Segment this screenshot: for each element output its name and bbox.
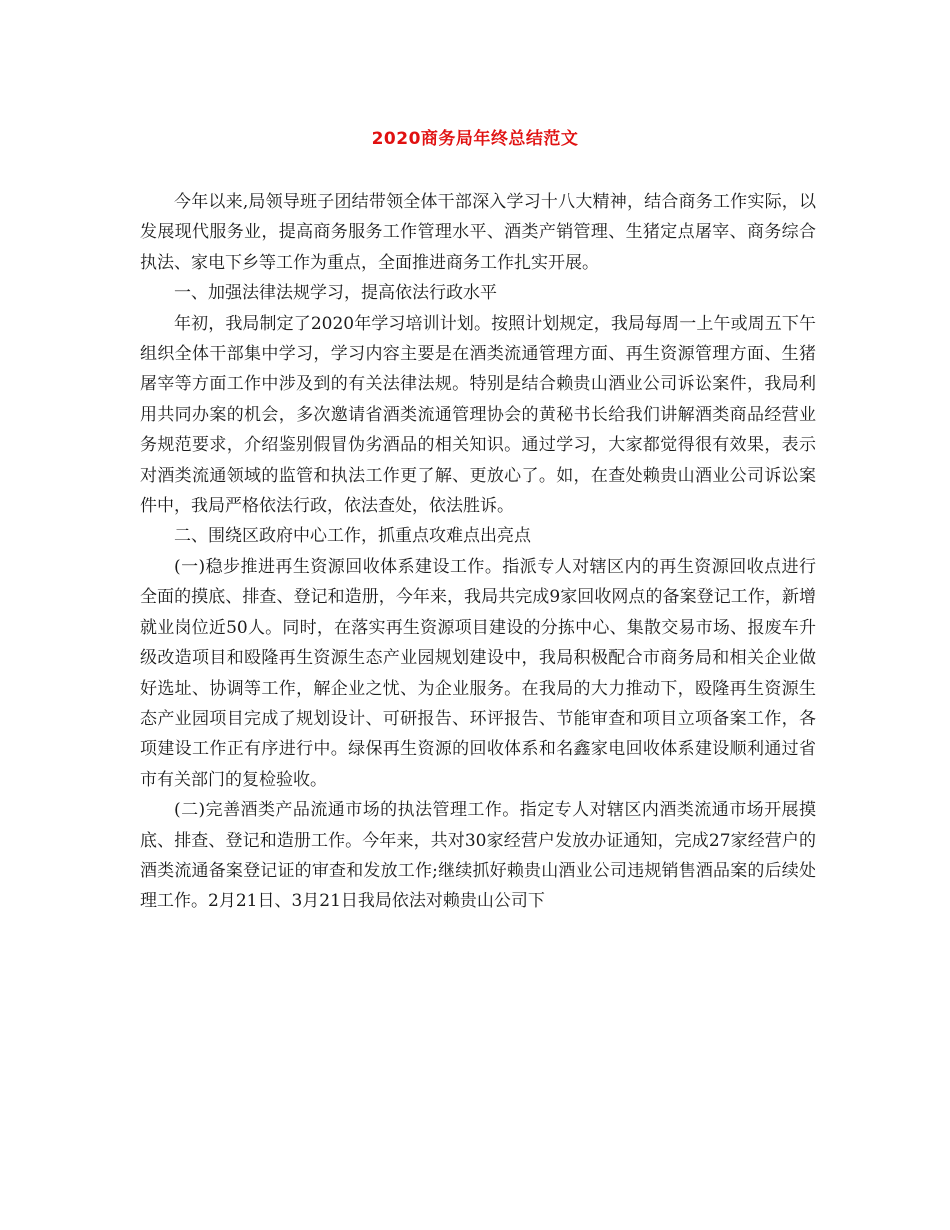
section-heading-1: 一、加强法律法规学习，提高依法行政水平 xyxy=(174,283,497,304)
paragraph-law-study: 年初，我局制定了2020年学习培训计划。按照计划规定，我局每周一上午或周五下午组织全体干部集中学习，学习内容主要是在酒类流通管理方面、再生资源管理方面、生猪屠宰等方面工作中涉及到的有关法律法规。特别是结合赖贵山酒业公司诉讼案件，我局利用共同办案的机会，多次邀请省酒类流通管理协会的黄秘书长给我们讲解酒类商品经营业务规范要求，介绍鉴别假冒伪劣酒品的相关知识。通过学习，大家都觉得很有效果，表示对酒类流通领域的监管和执法工作更了解、更放心了。如，在查处赖贵山酒业公司诉讼案件中，我局严格依法行政，依法查处，依法胜诉。 xyxy=(140,313,816,517)
paragraph-intro: 今年以来,局领导班子团结带领全体干部深入学习十八大精神，结合商务工作实际，以发展现代服务业，提高商务服务工作管理水平、酒类产销管理、生猪定点屠宰、商务综合执法、家电下乡等工作为重点，全面推进商务工作扎实开展。 xyxy=(140,192,816,273)
document-body xyxy=(140,187,816,917)
page-title: 2020商务局年终总结范文 xyxy=(371,129,579,149)
paragraph-liquor-market: (二)完善酒类产品流通市场的执法管理工作。指定专人对辖区内酒类流通市场开展摸底、排查、登记和造册工作。今年来，共对30家经营户发放办证通知，完成27家经营户的酒类流通备案登记证的审查和发放工作;继续抓好赖贵山酒业公司违规销售酒品案的后续处理工作。2月21日、3月21日我局依法对赖贵山公司下 xyxy=(140,800,816,912)
section-heading-2: 二、围绕区政府中心工作，抓重点攻难点出亮点 xyxy=(174,526,531,547)
paragraph-recycling: (一)稳步推进再生资源回收体系建设工作。指派专人对辖区内的再生资源回收点进行全面的摸底、排查、登记和造册，今年来，我局共完成9家回收网点的备案登记工作，新增就业岗位近50人。同时，在落实再生资源项目建设的分拣中心、集散交易市场、报废车升级改造项目和殴隆再生资源生态产业园规划建设中，我局积极配合市商务局和相关企业做好选址、协调等工作，解企业之忧、为企业服务。在我局的大力推动下，殴隆再生资源生态产业园项目完成了规划设计、可研报告、环评报告、节能审查和项目立项备案工作，各项建设工作正有序进行中。绿保再生资源的回收体系和名鑫家电回收体系建设顺利通过省市有关部门的复检验收。 xyxy=(140,556,816,790)
